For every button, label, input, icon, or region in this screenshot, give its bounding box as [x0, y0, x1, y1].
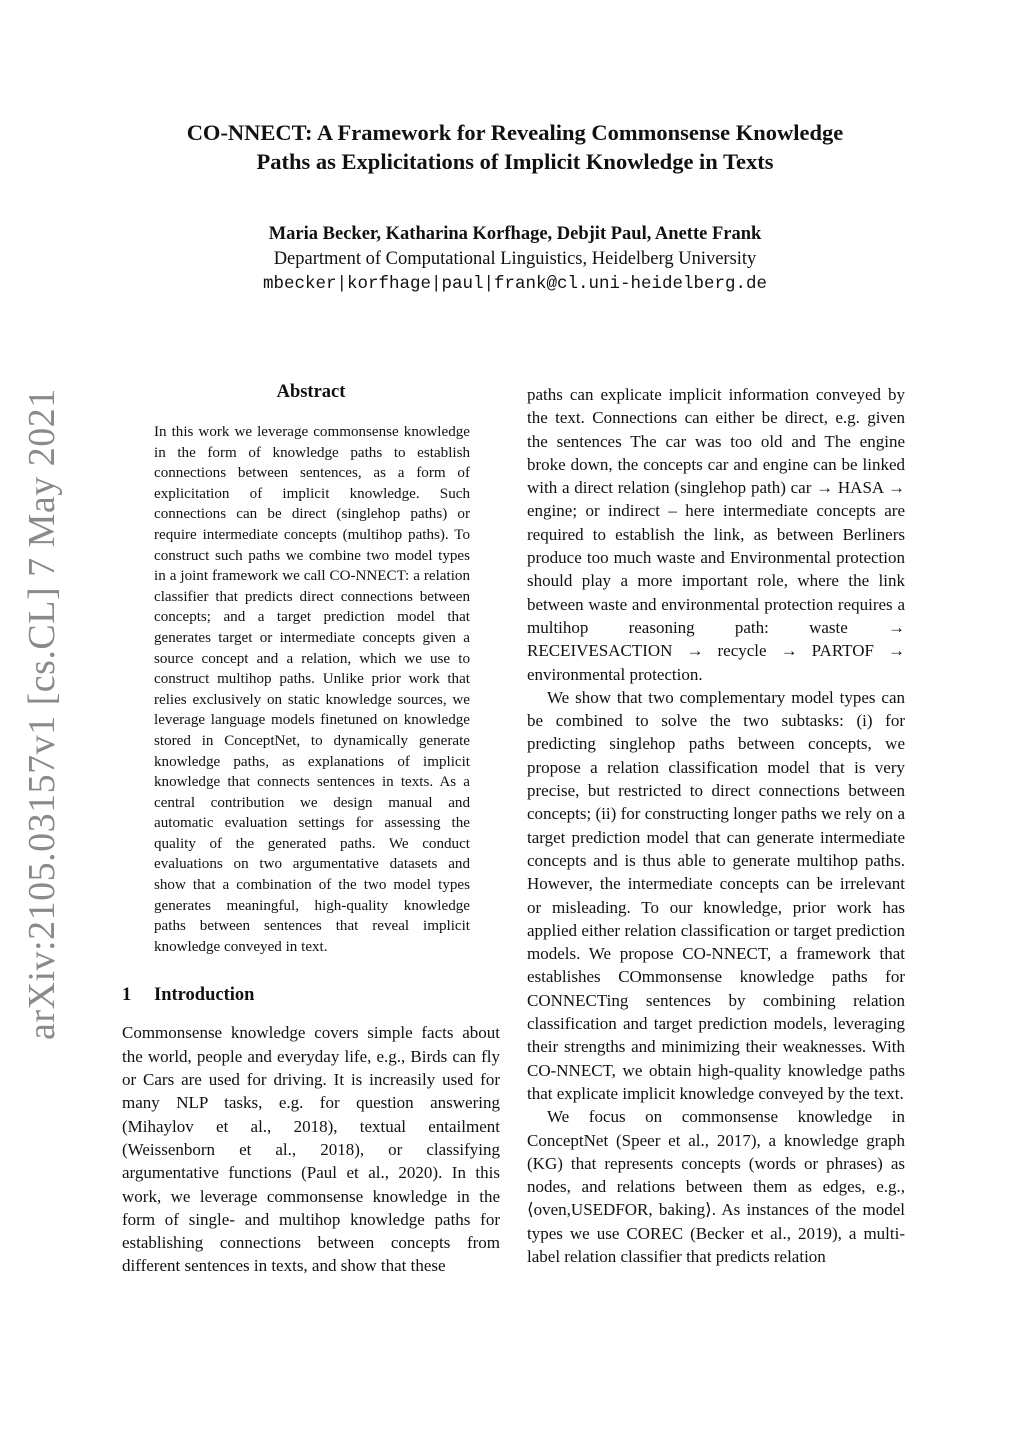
paper-title	[120, 118, 910, 176]
title-line-2: Paths as Explicitations of Implicit Knowledge in Texts	[256, 149, 774, 174]
right-column	[527, 383, 905, 1268]
author-block	[120, 222, 910, 297]
section-heading-introduction	[122, 983, 500, 1007]
abstract-text: In this work we leverage commonsense knowledge in the form of knowledge paths to establish connections between sentences, as a form of explicitation of implicit knowledge. Such connections can be direct (singlehop paths) or require intermediate concepts (multihop paths). To construct such paths we combine two model types in a joint framework we call CO-NNECT: a relation classifier that predicts direct connections between concepts; and a target prediction model that generates target or intermediate concepts given a source concept and a relation, which we use to construct multihop paths. Unlike prior work that relies exclusively on static knowledge sources, we leverage language models finetuned on knowledge stored in ConceptNet, to dynamically generate knowledge paths, as explanations of implicit knowledge that connects sentences in texts. As a central contribution we design manual and automatic evaluation settings for assessing the quality of the generated paths. We conduct evaluations on two argumentative datasets and show that a combination of the two model types generates meaningful, high-quality knowledge paths between sentences that reveal implicit knowledge conveyed in text.	[154, 424, 470, 955]
left-column	[122, 380, 500, 1278]
body-paragraph-2: We show that two complementary model types can be combined to solve the two subtasks: (i) for predicting singlehop paths between concepts, we propose a relation classification model that is very precise, but restricted to direct connections between concepts; (ii) for constructing longer paths we rely on a target prediction model that can generate intermediate concepts and is thus able to generate multihop paths. However, the intermediate concepts can be irrelevant or misleading. To our knowledge, prior work has applied either relation classification or target prediction models. We propose CO-NNECT, a framework that establishes COmmonsense knowledge paths for CONNECTing sentences by combining relation classification and target prediction models, leveraging their strengths and minimizing their weaknesses. With CO-NNECT, we obtain high-quality knowledge paths that explicate implicit knowledge conveyed by the text.	[527, 687, 905, 1103]
author-emails: mbecker|korfhage|paul|frank@cl.uni-heidelberg.de	[262, 274, 768, 294]
title-line-1: CO-NNECT: A Framework for Revealing Commonsense Knowledge	[186, 120, 844, 145]
body-paragraph-continued: paths can explicate implicit information conveyed by the text. Connections can either be direct, e.g. given the sentences The car was too old and The engine broke down, the concepts car and engine can be linked with a direct relation (singlehop path) car → HASA → engine; or indirect – here intermediate concepts are required to establish the link, as between Berliners produce too much waste and Environmental protection should play a more important role, where the link between waste and environmental protection requires a multihop reasoning path: waste → RECEIVESACTION → recycle → PARTOF → environmental protection.	[527, 385, 905, 684]
abstract-heading: Abstract	[276, 382, 346, 402]
body-paragraph-3: We focus on commonsense knowledge in ConceptNet (Speer et al., 2017), a knowledge graph (KG) that represents concepts (words or phrases) as nodes, and relations between them as edges, e.g., ⟨oven,USEDFOR, baking⟩. As instances of the model types we use COREC (Becker et al., 2019), a multi-label relation classifier that predicts relation	[527, 1107, 905, 1266]
intro-paragraph-1: Commonsense knowledge covers simple facts about the world, people and everyday life, e.g., Birds can fly or Cars are used for driving. It is increasily used for many NLP tasks, e.g. for question answering (Mihaylov et al., 2018), textual entailment (Weissenborn et al., 2018), or classifying argumentative functions (Paul et al., 2020). In this work, we leverage commonsense knowledge in the form of single- and multihop knowledge paths for establishing connections between concepts from different sentences in texts, and show that these	[122, 1023, 500, 1276]
arxiv-identifier-stamp: arXiv:2105.03157v1 [cs.CL] 7 May 2021	[21, 388, 63, 1040]
affiliation: Department of Computational Linguistics, Heidelberg University	[273, 249, 757, 269]
section-title: Introduction	[154, 985, 255, 1006]
author-names: Maria Becker, Katharina Korfhage, Debjit Paul, Anette Frank	[268, 224, 762, 244]
section-number: 1	[122, 985, 132, 1006]
